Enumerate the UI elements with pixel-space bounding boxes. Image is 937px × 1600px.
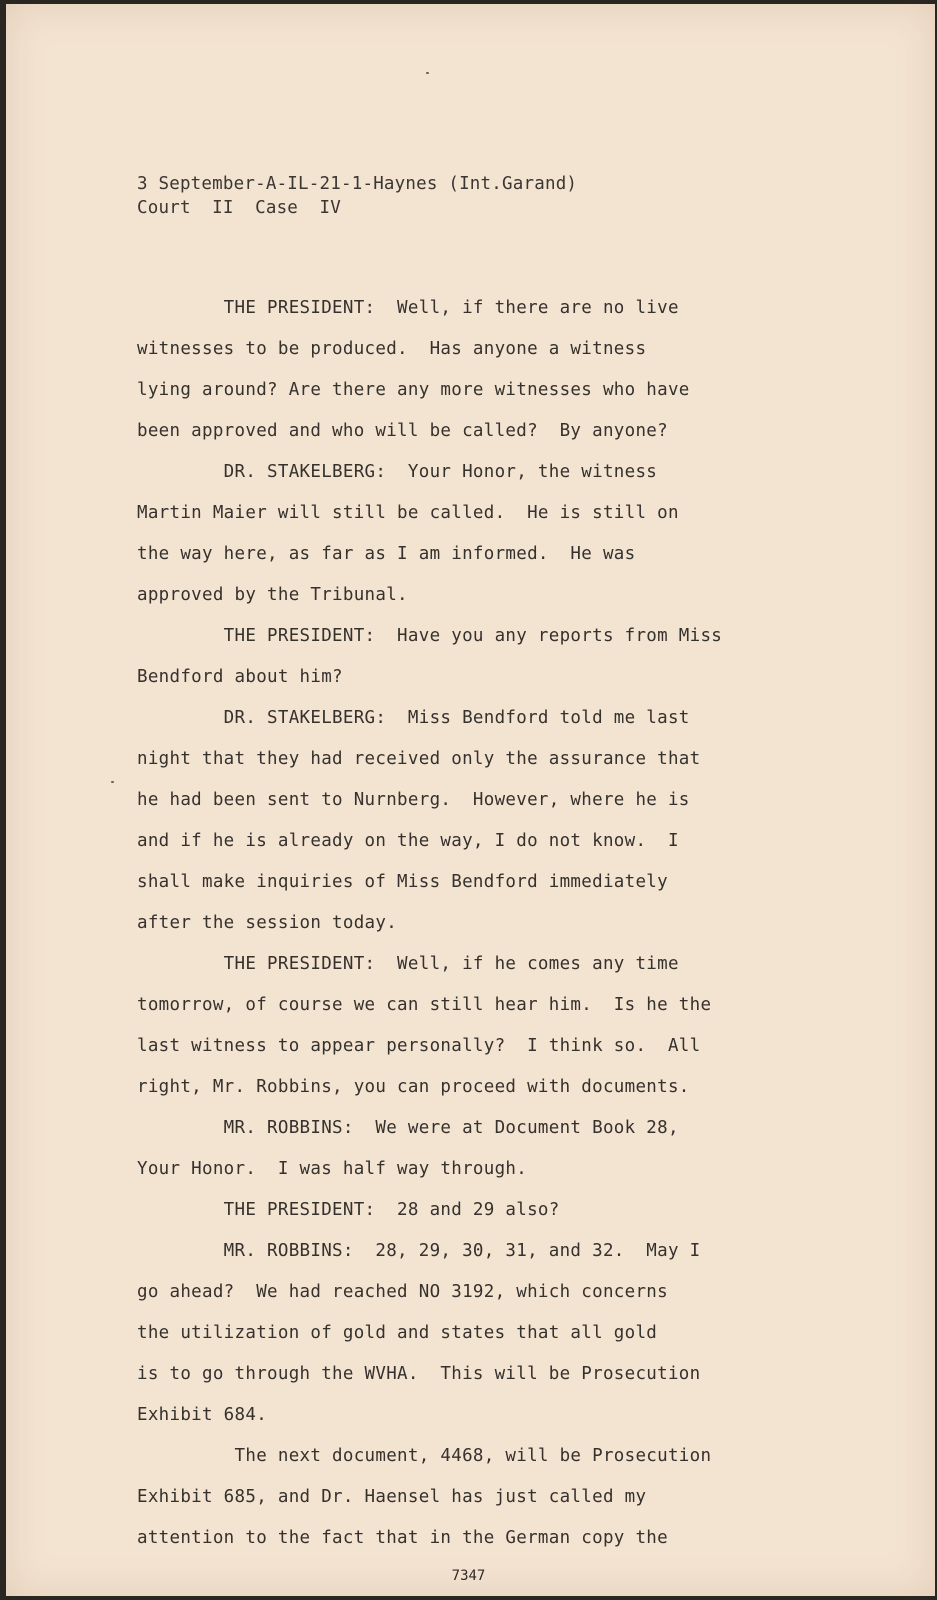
header-line-1: 3 September-A-IL-21-1-Haynes (Int.Garand): [137, 174, 578, 194]
transcript-line: he had been sent to Nurnberg. However, where he is: [137, 790, 690, 810]
transcript-line: lying around? Are there any more witnesses who have: [137, 380, 690, 400]
transcript-line: is to go through the WVHA. This will be Prosecution: [137, 1364, 701, 1384]
transcript-line: go ahead? We had reached NO 3192, which concerns: [137, 1282, 668, 1302]
transcript-line: THE PRESIDENT: Well, if there are no live: [137, 298, 679, 318]
transcript-line: been approved and who will be called? By anyone?: [137, 421, 668, 441]
document-header: [137, 172, 577, 220]
transcript-line: after the session today.: [137, 913, 398, 933]
ink-speck: [111, 781, 114, 783]
page-number: 7347: [451, 1568, 486, 1584]
transcript-line: the utilization of gold and states that all gold: [137, 1323, 658, 1343]
transcript-line: DR. STAKELBERG: Miss Bendford told me last: [137, 708, 690, 728]
transcript-line: attention to the fact that in the German copy the: [137, 1528, 668, 1548]
transcript-body: [137, 288, 722, 1559]
transcript-line: right, Mr. Robbins, you can proceed with documents.: [137, 1077, 690, 1097]
transcript-line: witnesses to be produced. Has anyone a witness: [137, 339, 647, 359]
transcript-line: night that they had received only the assurance that: [137, 749, 701, 769]
transcript-line: Martin Maier will still be called. He is still on: [137, 503, 679, 523]
ink-speck: [426, 72, 429, 74]
transcript-line: THE PRESIDENT: 28 and 29 also?: [137, 1200, 560, 1220]
header-line-2: Court II Case IV: [137, 198, 341, 218]
transcript-line: The next document, 4468, will be Prosecution: [137, 1446, 712, 1466]
transcript-line: last witness to appear personally? I think so. All: [137, 1036, 701, 1056]
transcript-line: Exhibit 685, and Dr. Haensel has just called my: [137, 1487, 647, 1507]
transcript-line: shall make inquiries of Miss Bendford immediately: [137, 872, 668, 892]
transcript-line: Bendford about him?: [137, 667, 343, 687]
transcript-line: MR. ROBBINS: 28, 29, 30, 31, and 32. May I: [137, 1241, 701, 1261]
transcript-line: and if he is already on the way, I do not know. I: [137, 831, 679, 851]
transcript-line: THE PRESIDENT: Well, if he comes any time: [137, 954, 679, 974]
transcript-line: approved by the Tribunal.: [137, 585, 408, 605]
transcript-line: tomorrow, of course we can still hear him. Is he the: [137, 995, 712, 1015]
document-page: [6, 4, 935, 1596]
transcript-line: Exhibit 684.: [137, 1405, 268, 1425]
transcript-line: the way here, as far as I am informed. He was: [137, 544, 636, 564]
transcript-line: DR. STAKELBERG: Your Honor, the witness: [137, 462, 658, 482]
transcript-line: MR. ROBBINS: We were at Document Book 28,: [137, 1118, 679, 1138]
transcript-line: Your Honor. I was half way through.: [137, 1159, 528, 1179]
transcript-line: THE PRESIDENT: Have you any reports from Miss: [137, 626, 723, 646]
